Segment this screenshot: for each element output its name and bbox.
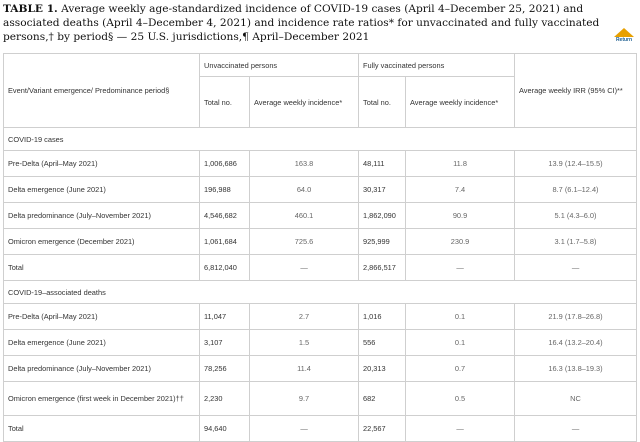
cell-vax-incidence: 11.8 [406,151,515,177]
cell-irr: — [515,255,637,281]
header-irr: Average weekly IRR (95% CI)** [515,54,637,128]
cell-period: Total [4,416,200,442]
header-event: Event/Variant emergence/ Predominance period§ [4,54,200,128]
cell-period: Delta predominance (July–November 2021) [4,356,200,382]
cell-vax-total: 682 [359,382,406,416]
cell-vax-total: 556 [359,330,406,356]
cell-unvax-incidence: 11.4 [250,356,359,382]
cell-unvax-total: 196,988 [200,177,250,203]
header-vax-total: Total no. [359,77,406,128]
cell-unvax-incidence: 9.7 [250,382,359,416]
cell-period: Omicron emergence (December 2021) [4,229,200,255]
table-row [4,304,637,330]
cell-irr: 21.9 (17.8–26.8) [515,304,637,330]
cell-period: Omicron emergence (first week in December 2021)†† [4,382,200,416]
cell-vax-total: 1,016 [359,304,406,330]
cell-unvax-incidence: 460.1 [250,203,359,229]
header-vaccinated: Fully vaccinated persons [359,54,515,77]
cell-vax-incidence: 0.1 [406,330,515,356]
cell-period: Total [4,255,200,281]
cell-irr: — [515,416,637,442]
table-row [4,229,637,255]
header-vax-incidence: Average weekly incidence* [406,77,515,128]
cell-vax-incidence: — [406,255,515,281]
table-title [3,2,603,44]
section-deaths: COVID-19–associated deaths [4,281,637,304]
table-row [4,255,637,281]
cell-unvax-incidence: 2.7 [250,304,359,330]
return-link[interactable] [612,28,636,48]
cell-vax-incidence: 0.7 [406,356,515,382]
cell-unvax-total: 1,006,686 [200,151,250,177]
cell-unvax-incidence: — [250,255,359,281]
table-row [4,356,637,382]
cell-unvax-total: 6,812,040 [200,255,250,281]
cell-vax-incidence: 0.1 [406,304,515,330]
return-label: Return [615,37,633,43]
cell-unvax-incidence: — [250,416,359,442]
cell-vax-total: 22,567 [359,416,406,442]
cell-vax-incidence: 7.4 [406,177,515,203]
return-arrow-icon [614,28,634,37]
table-label: TABLE 1. [3,3,58,15]
cell-period: Delta emergence (June 2021) [4,330,200,356]
cell-vax-incidence: — [406,416,515,442]
data-table [3,53,637,442]
cell-unvax-incidence: 725.6 [250,229,359,255]
table-row [4,177,637,203]
table-row [4,416,637,442]
cell-irr: 16.3 (13.8–19.3) [515,356,637,382]
cell-vax-total: 1,862,090 [359,203,406,229]
cell-irr: 16.4 (13.2–20.4) [515,330,637,356]
table-row [4,382,637,416]
cell-unvax-total: 4,546,682 [200,203,250,229]
header-unvax-total: Total no. [200,77,250,128]
cell-unvax-incidence: 163.8 [250,151,359,177]
cell-vax-total: 48,111 [359,151,406,177]
cell-unvax-incidence: 64.0 [250,177,359,203]
cell-unvax-total: 11,047 [200,304,250,330]
table-row [4,203,637,229]
cell-irr: 13.9 (12.4–15.5) [515,151,637,177]
cell-unvax-incidence: 1.5 [250,330,359,356]
cell-unvax-total: 2,230 [200,382,250,416]
cell-vax-incidence: 0.5 [406,382,515,416]
cell-unvax-total: 78,256 [200,356,250,382]
cell-unvax-total: 1,061,684 [200,229,250,255]
header-unvaccinated: Unvaccinated persons [200,54,359,77]
cell-vax-incidence: 90.9 [406,203,515,229]
table-title-text: Average weekly age-standardized incidence of COVID-19 cases (April 4–December 25, 2021) and associated deaths (April 4–December 4, 2021) and incidence rate ratios* for unvaccinated and fully vaccinated persons,† by period§ — 25 U.S. jurisdictions,¶ April–December 2021 [3,3,600,43]
cell-unvax-total: 3,107 [200,330,250,356]
cell-unvax-total: 94,640 [200,416,250,442]
table-row [4,330,637,356]
cell-period: Pre-Delta (April–May 2021) [4,151,200,177]
cell-irr: 8.7 (6.1–12.4) [515,177,637,203]
table-row [4,151,637,177]
cell-vax-total: 925,999 [359,229,406,255]
cell-vax-total: 30,317 [359,177,406,203]
cell-irr: NC [515,382,637,416]
cell-vax-total: 2,866,517 [359,255,406,281]
cell-irr: 5.1 (4.3–6.0) [515,203,637,229]
cell-period: Pre-Delta (April–May 2021) [4,304,200,330]
cell-period: Delta emergence (June 2021) [4,177,200,203]
cell-irr: 3.1 (1.7–5.8) [515,229,637,255]
cell-vax-incidence: 230.9 [406,229,515,255]
cell-vax-total: 20,313 [359,356,406,382]
cell-period: Delta predominance (July–November 2021) [4,203,200,229]
header-unvax-incidence: Average weekly incidence* [250,77,359,128]
section-cases: COVID-19 cases [4,128,637,151]
